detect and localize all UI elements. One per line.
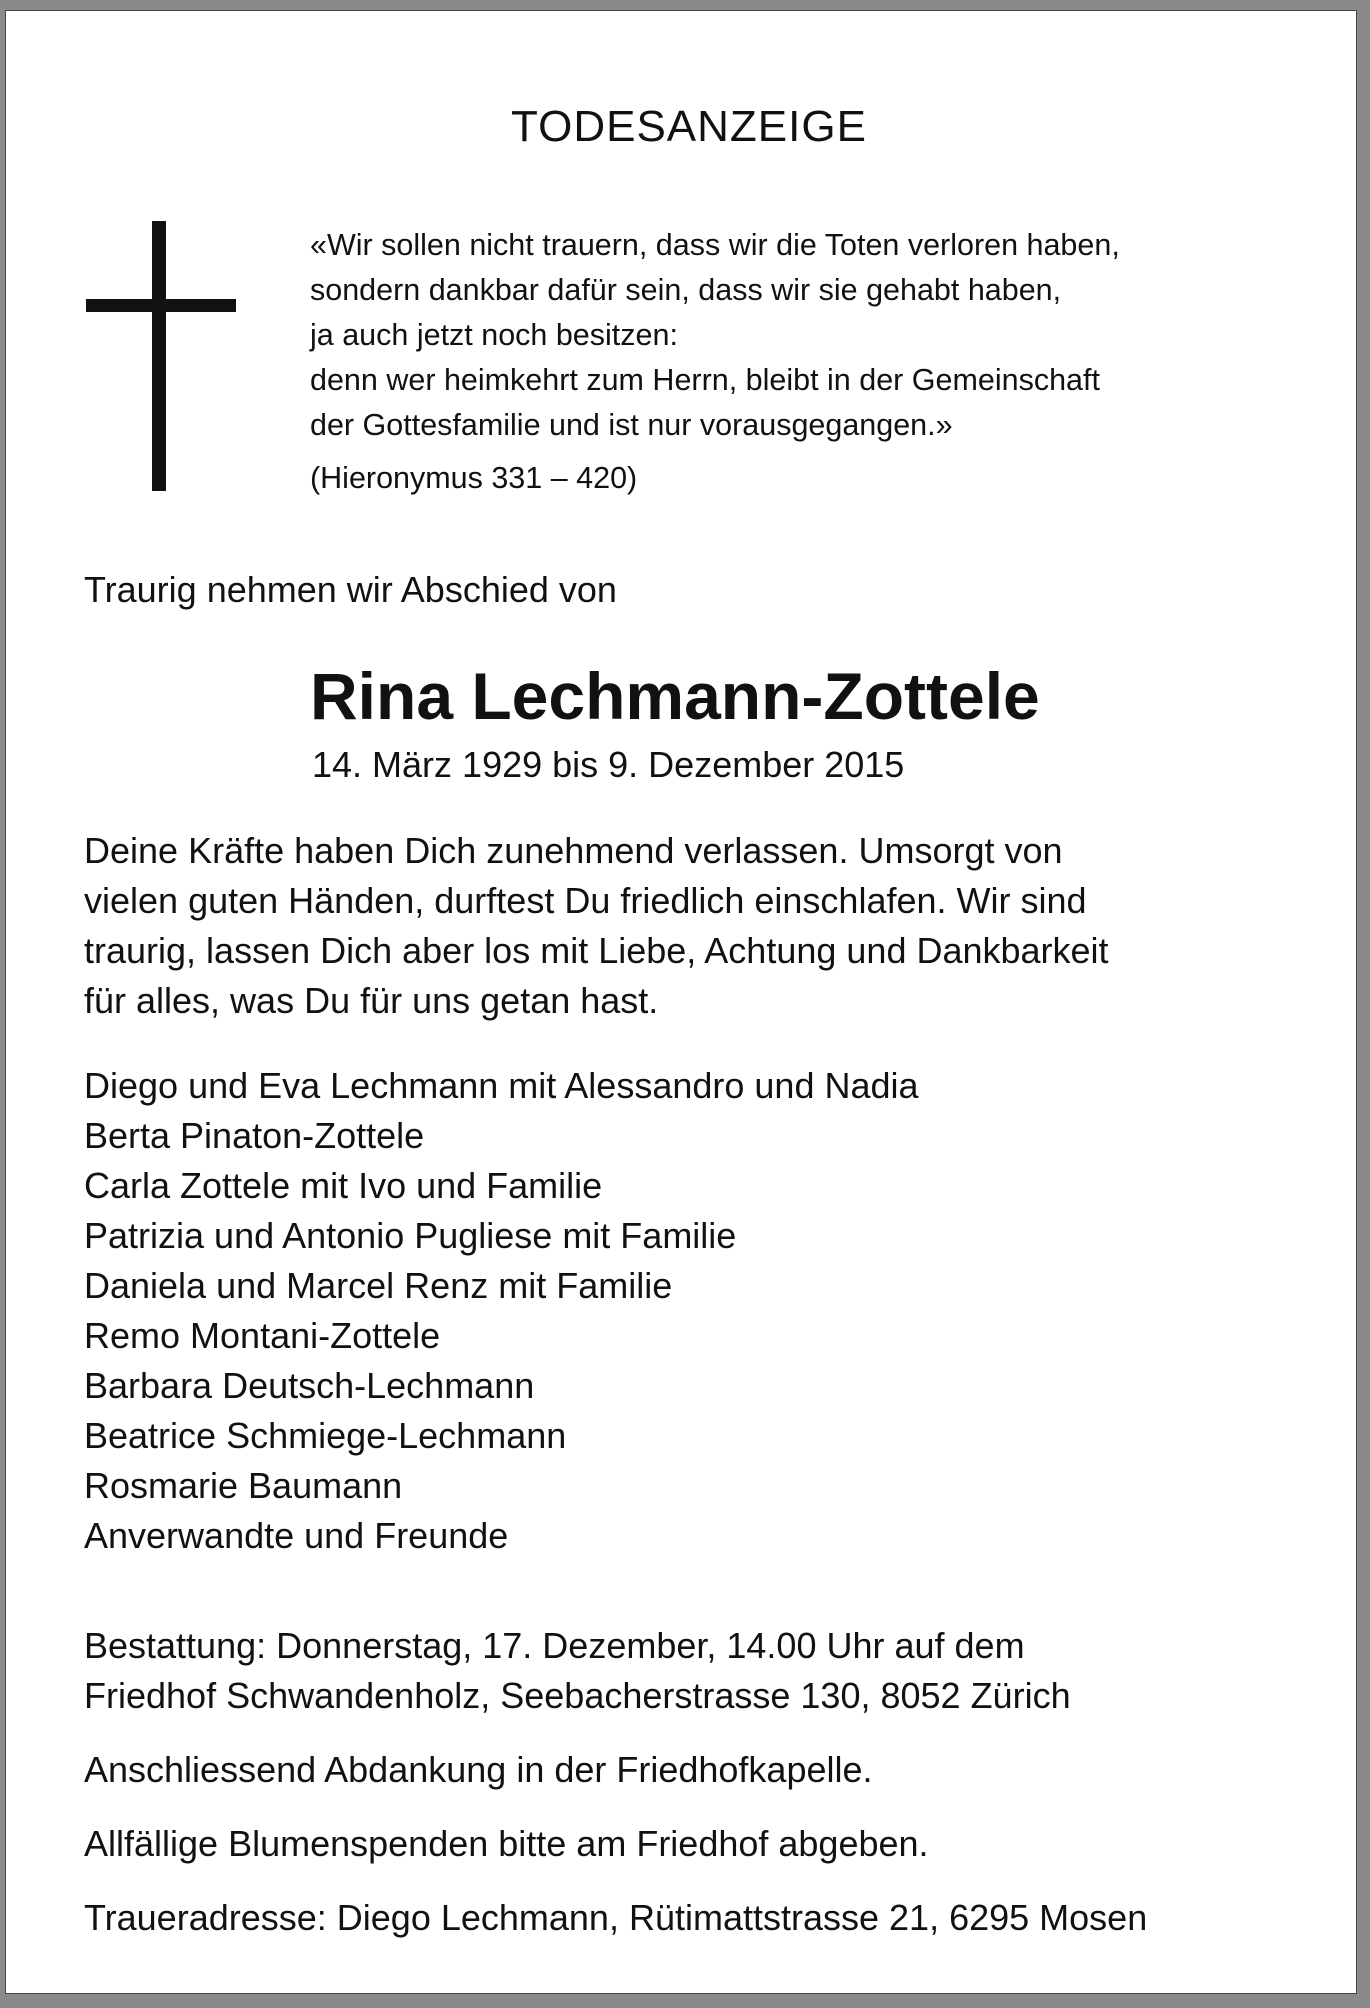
quote-line: sondern dankbar dafür sein, dass wir sie gehabt haben, <box>310 273 1062 307</box>
quote-line: ja auch jetzt noch besitzen: <box>310 318 678 352</box>
mourner-entry: Rosmarie Baumann <box>84 1465 403 1506</box>
cross-icon <box>86 221 236 491</box>
mourner-entry: Berta Pinaton-Zottele <box>84 1115 425 1156</box>
mourner-entry: Daniela und Marcel Renz mit Familie <box>84 1265 673 1306</box>
message-line: Deine Kräfte haben Dich zunehmend verlassen. Umsorgt von <box>84 830 1063 871</box>
burial-line: Bestattung: Donnerstag, 17. Dezember, 14.00 Uhr auf dem <box>84 1625 1025 1666</box>
life-dates: 14. März 1929 bis 9. Dezember 2015 <box>312 744 905 785</box>
message-line: für alles, was Du für uns getan hast. <box>84 980 659 1021</box>
quote-line: der Gottesfamilie und ist nur vorausgegangen.» <box>310 408 953 442</box>
funeral-info <box>84 1621 1147 1943</box>
burial-line: Friedhof Schwandenholz, Seebacherstrasse 130, 8052 Zürich <box>84 1675 1071 1716</box>
quote-block <box>310 223 1120 501</box>
quote-line: denn wer heimkehrt zum Herrn, bleibt in der Gemeinschaft <box>310 363 1100 397</box>
mourner-entry: Patrizia und Antonio Pugliese mit Familie <box>84 1215 737 1256</box>
mourner-entry: Barbara Deutsch-Lechmann <box>84 1365 535 1406</box>
mourning-address: Traueradresse: Diego Lechmann, Rütimattstrasse 21, 6295 Mosen <box>84 1897 1148 1938</box>
mourner-entry: Beatrice Schmiege-Lechmann <box>84 1415 567 1456</box>
deceased-name: Rina Lechmann-Zottele <box>310 659 1040 733</box>
mourner-entry: Carla Zottele mit Ivo und Familie <box>84 1165 603 1206</box>
obituary-sheet <box>5 10 1357 1994</box>
mourners-list <box>84 1061 919 1561</box>
farewell-message <box>84 826 1304 1026</box>
quote-attribution: (Hieronymus 331 – 420) <box>310 461 638 495</box>
mourner-entry: Diego und Eva Lechmann mit Alessandro und Nadia <box>84 1065 919 1106</box>
flowers-note: Allfällige Blumenspenden bitte am Friedhof abgeben. <box>84 1823 929 1864</box>
message-line: vielen guten Händen, durftest Du friedlich einschlafen. Wir sind <box>84 880 1087 921</box>
quote-line: «Wir sollen nicht trauern, dass wir die Toten verloren haben, <box>310 228 1120 262</box>
notice-title: TODESANZEIGE <box>511 102 867 151</box>
mourner-entry: Remo Montani-Zottele <box>84 1315 441 1356</box>
farewell-intro: Traurig nehmen wir Abschied von <box>84 569 617 610</box>
mourner-entry: Anverwandte und Freunde <box>84 1515 509 1556</box>
service-note: Anschliessend Abdankung in der Friedhofkapelle. <box>84 1749 873 1790</box>
message-line: traurig, lassen Dich aber los mit Liebe, Achtung und Dankbarkeit <box>84 930 1109 971</box>
